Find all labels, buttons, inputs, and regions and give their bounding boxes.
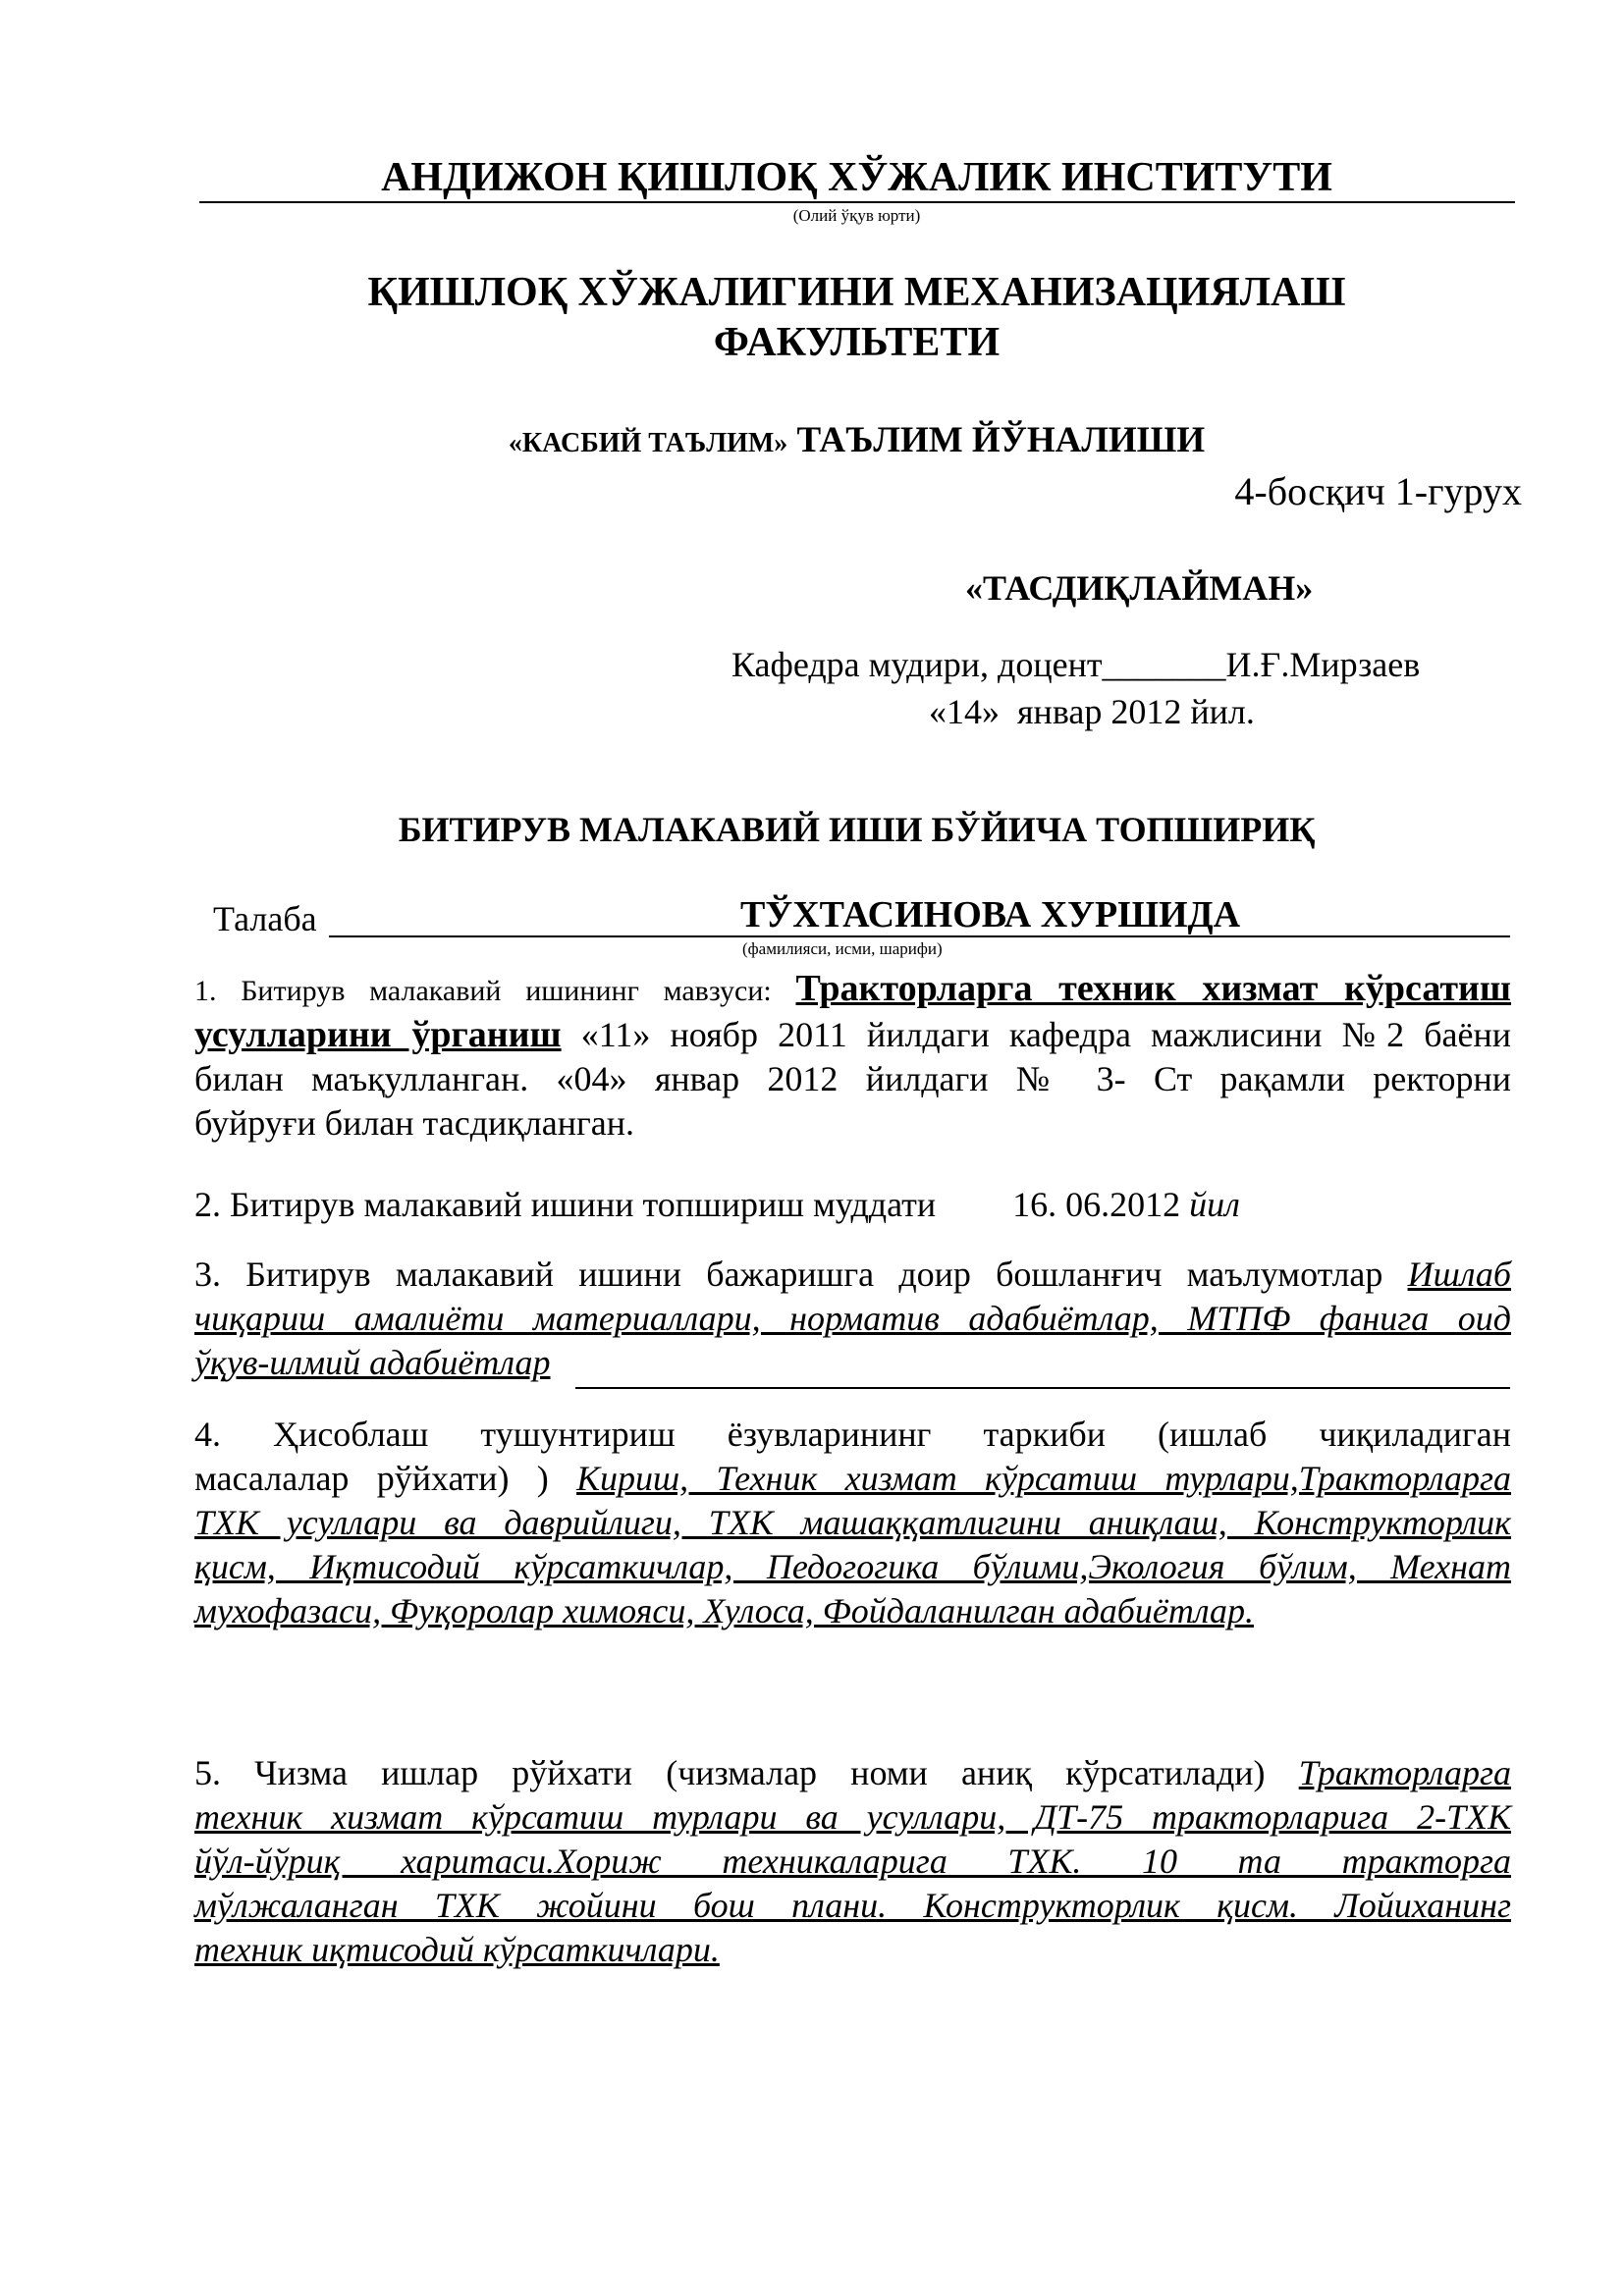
item-4-line2-italic: Кириш, Техник хизмат кўрсатиш турлари,Тракторларга <box>576 1459 1512 1498</box>
item-1-line3: билан маъқулланган. «04» январ 2012 йилдаги № 3- Ст рақамли ректорни <box>194 1059 1511 1098</box>
item-2-date: 16. 06.2012 <box>1012 1185 1181 1224</box>
item-5-line5: техник иқтисодий кўрсаткичлари. <box>194 1930 720 1969</box>
item-4-line4: қисм, Иқтисодий кўрсаткичлар, Педогогика бўлими,Экология бўлим, Мехнат <box>194 1547 1511 1586</box>
direction-suffix: ТАЪЛИМ ЙЎНАЛИШИ <box>787 420 1206 460</box>
item-5-line4: мўлжаланган ТХК жойини бош плани. Конструкторлик қисм. Лойиханинг <box>194 1886 1511 1925</box>
item-1-line4: буйруғи билан тасдиқланган. <box>194 1103 634 1143</box>
item-5-drawings <box>194 1751 1511 1972</box>
item-2-text: 2. Битирув малакавий ишини топшириш муддати <box>194 1185 937 1224</box>
item-3-fill-line <box>575 1387 1510 1389</box>
student-caption: (фамилияси, исми, шарифи) <box>742 939 943 958</box>
item-2-suffix: йил <box>1189 1185 1240 1224</box>
item-1-topic-line1: Тракторларга техник хизмат кўрсатиш <box>795 968 1511 1009</box>
faculty-title-line2: ФАКУЛЬТЕТИ <box>713 320 1001 365</box>
approval-date: «14» январ 2012 йил. <box>929 692 1255 731</box>
item-4-contents <box>194 1413 1511 1633</box>
institute-name: АНДИЖОН ҚИШЛОҚ ХЎЖАЛИК ИНСТИТУТИ <box>381 155 1332 200</box>
item-3-line2: чиқариш амалиёти материаллари, норматив адабиётлар, МТПФ фанига оид <box>194 1299 1511 1338</box>
task-title: БИТИРУВ МАЛАКАВИЙ ИШИ БЎЙИЧА ТОПШИРИҚ <box>398 810 1316 849</box>
item-5-line3: йўл-йўриқ харитаси.Хориж техникаларига ТХК. 10 та тракторга <box>194 1842 1511 1881</box>
item-3-line3: ўқув-илмий адабиётлар <box>194 1343 551 1382</box>
item-5-line1-italic: Тракторларга <box>1298 1753 1511 1792</box>
item-3-line1-text: 3. Битирув малакавий ишини бажаришга доир бошланғич маълумотлар <box>194 1255 1408 1294</box>
item-2-deadline <box>194 1183 1511 1227</box>
item-4-line3: ТХК усуллари ва даврийлиги, ТХК машаққатлигини аниқлаш, Конструкторлик <box>194 1503 1511 1542</box>
item-1-topic <box>194 967 1511 1146</box>
item-1-prefix: 1. Битирув малакавий ишининг мавзуси: <box>194 975 796 1007</box>
item-4-line1: 4. Ҳисоблаш тушунтириш ёзувларининг таркиби (ишлаб чиқиладиган <box>194 1415 1511 1454</box>
faculty-title-line1: ҚИШЛОҚ ХЎЖАЛИГИНИ МЕХАНИЗАЦИЯЛАШ <box>367 270 1346 315</box>
approval-title: «ТАСДИҚЛАЙМАН» <box>965 568 1314 608</box>
item-5-line1-text: 5. Чизма ишлар рўйхати (чизмалар номи аниқ кўрсатилади) <box>194 1753 1299 1792</box>
item-4-line5: мухофазаси, Фуқоролар химояси, Хулоса, Фойдаланилган адабиётлар. <box>194 1591 1254 1630</box>
student-label: Талаба <box>213 899 317 938</box>
item-1-line2-rest: «11» ноябр 2011 йилдаги кафедра мажлисини №2 баёни <box>561 1015 1512 1054</box>
item-5-line2: техник хизмат кўрсатиш турлари ва усуллари, ДТ-75 тракторларига 2-ТХК <box>194 1797 1511 1837</box>
item-1-topic-line2: усулларини ўрганиш <box>194 1014 562 1055</box>
direction-title <box>196 417 1517 467</box>
institute-caption: (Олий ўқув юрти) <box>792 206 921 225</box>
item-3-line1-italic: Ишлаб <box>1407 1255 1511 1294</box>
department-head: Кафедра мудири, доцент_______И.Ғ.Мирзаев <box>731 645 1421 684</box>
student-name: ТЎХТАСИНОВА ХУРШИДА <box>740 894 1241 935</box>
direction-prefix: «КАСБИЙ ТАЪЛИМ» <box>508 428 788 458</box>
group-label: 4-босқич 1-гурух <box>1234 469 1522 513</box>
item-4-line2-text: масалалар рўйхати) ) <box>194 1459 577 1498</box>
item-3-initial-data <box>194 1253 1511 1385</box>
